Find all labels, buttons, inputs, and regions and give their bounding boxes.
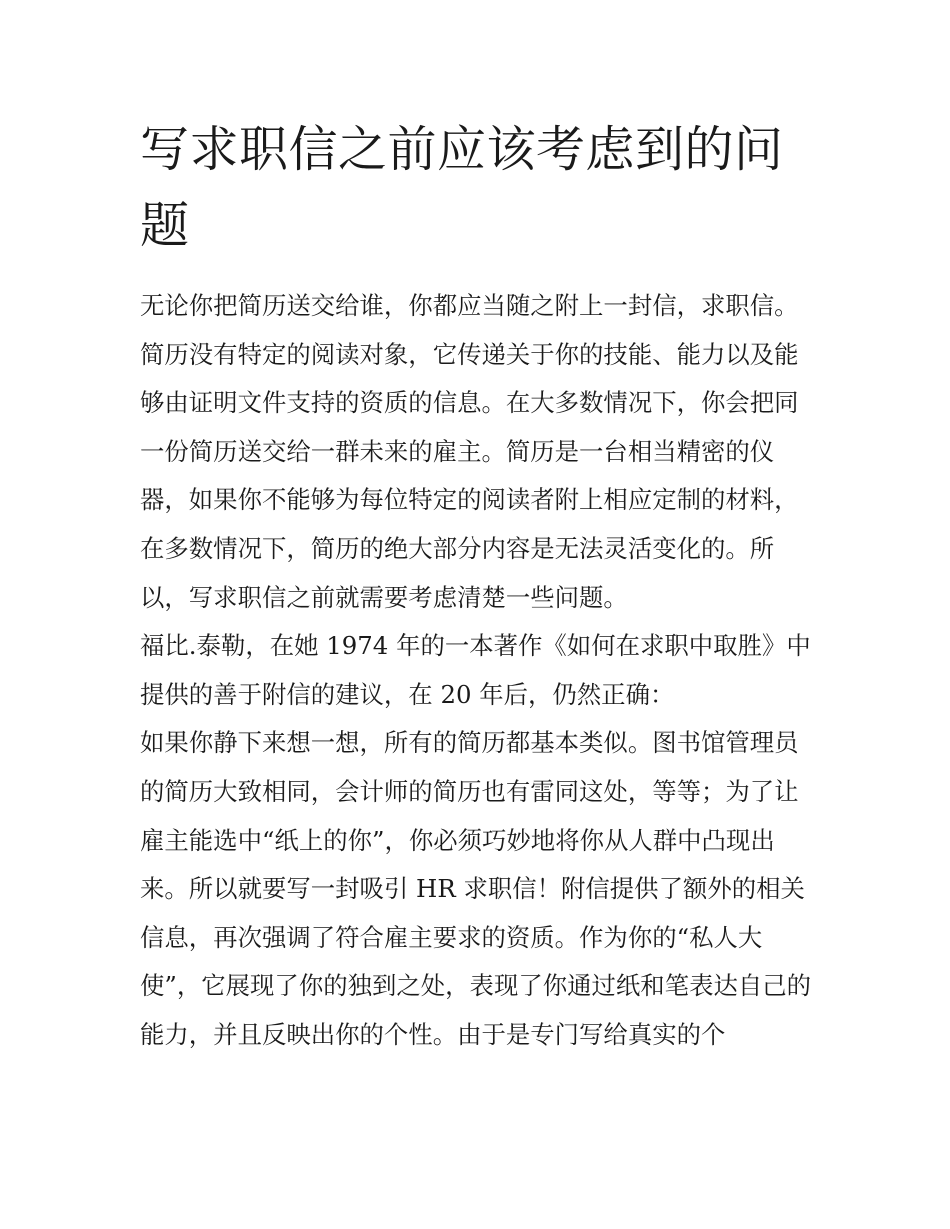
document-title: 写求职信之前应该考虑到的问题 <box>140 121 784 254</box>
paragraph-quote-source: 福比.泰勒，在她 1974 年的一本著作《如何在求职中取胜》中提供的善于附信的建议，在 20 年后，仍然正确： <box>140 631 811 709</box>
document-body <box>140 112 812 1060</box>
paragraph-quote-body: 如果你静下来想一想，所有的简历都基本类似。图书馆管理员的简历大致相同，会计师的简历也有雷同这处，等等；为了让雇主能选中“纸上的你”，你必须巧妙地将你从人群中凸现出来。所以就要写一封吸引 HR 求职信！附信提供了额外的相关信息，再次强调了符合雇主要求的资质。作为你的“私人大使”，它展现了你的独到之处，表现了你通过纸和笔表达自己的能力，并且反映出你的个性。由于是专门写给真实的个 <box>140 728 812 1049</box>
paragraph-intro: 无论你把简历送交给谁，你都应当随之附上一封信，求职信。简历没有特定的阅读对象，它传递关于你的技能、能力以及能够由证明文件支持的资质的信息。在大多数情况下，你会把同一份简历送交给一群未来的雇主。简历是一台相当精密的仪器，如果你不能够为每位特定的阅读者附上相应定制的材料，在多数情况下，简历的绝大部分内容是无法灵活变化的。所以，写求职信之前就需要考虑清楚一些问题。 <box>140 291 799 612</box>
